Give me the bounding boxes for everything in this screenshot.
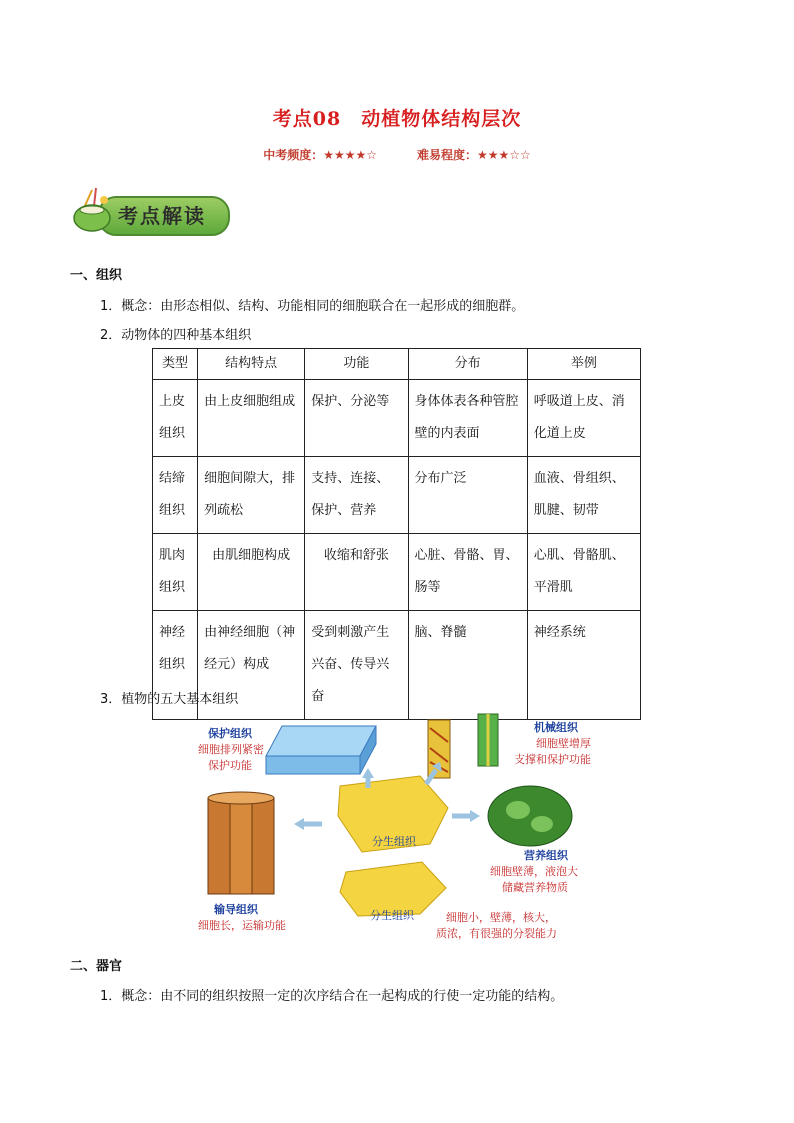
table-cell: 由上皮细胞组成 — [198, 380, 305, 457]
conducting-tissue-image — [208, 792, 274, 894]
plant-tissue-heading: 3．植物的五大基本组织 — [100, 692, 239, 707]
table-cell: 支持、连接、保护、营养 — [305, 457, 408, 534]
table-row — [153, 457, 641, 534]
table-cell: 心肌、骨骼肌、平滑肌 — [527, 534, 640, 611]
organ-concept: 1．概念：由不同的组织按照一定的次序结合在一起构成的行使一定功能的结构。 — [100, 989, 564, 1004]
table-cell: 由神经细胞（神经元）构成 — [198, 611, 305, 720]
coconut-icon — [70, 186, 116, 232]
table-cell: 保护、分泌等 — [305, 380, 408, 457]
protect-desc2: 保护功能 — [208, 759, 252, 772]
merist-desc2: 质浓，有很强的分裂能力 — [436, 927, 557, 940]
badge-label: 考点解读 — [118, 204, 206, 228]
table-cell: 身体体表各种管腔壁的内表面 — [408, 380, 527, 457]
table-header-cell: 结构特点 — [198, 349, 305, 380]
section-heading-tissue: 一、组织 — [70, 268, 123, 283]
nutri-desc2: 储藏营养物质 — [502, 881, 568, 894]
table-cell: 结缔组织 — [153, 457, 198, 534]
table-cell: 收缩和舒张 — [305, 534, 408, 611]
nutri-desc1: 细胞壁薄，液泡大 — [490, 865, 578, 878]
mech-desc1: 细胞壁增厚 — [536, 737, 591, 750]
table-cell: 血液、骨组织、肌腱、韧带 — [527, 457, 640, 534]
table-header-cell: 类型 — [153, 349, 198, 380]
nutritive-tissue-image — [488, 786, 572, 846]
table-cell: 由肌细胞构成 — [198, 534, 305, 611]
table-cell: 脑、脊髓 — [408, 611, 527, 720]
table-header-cell: 举例 — [527, 349, 640, 380]
page-title: 考点08 动植物体结构层次 — [272, 108, 522, 130]
meristem-label-upper: 分生组织 — [372, 835, 416, 848]
section-badge — [70, 180, 230, 240]
protect-desc1: 细胞排列紧密 — [198, 743, 264, 756]
table-cell: 呼吸道上皮、消化道上皮 — [527, 380, 640, 457]
table-cell: 上皮组织 — [153, 380, 198, 457]
table-header-row — [153, 349, 641, 380]
meristem-label-lower: 分生组织 — [370, 909, 414, 922]
animal-tissue-table — [152, 348, 641, 720]
rating-line — [0, 146, 794, 163]
protective-tissue-image — [266, 726, 376, 774]
conduct-desc: 细胞长，运输功能 — [198, 919, 286, 932]
table-cell: 神经组织 — [153, 611, 198, 720]
table-header-cell: 分布 — [408, 349, 527, 380]
conduct-title: 输导组织 — [214, 903, 258, 916]
table-row — [153, 534, 641, 611]
mech-title: 机械组织 — [534, 721, 578, 734]
table-cell: 受到刺激产生兴奋、传导兴奋 — [305, 611, 408, 720]
table-cell: 神经系统 — [527, 611, 640, 720]
table-cell: 肌肉组织 — [153, 534, 198, 611]
animal-tissue-heading: 2．动物体的四种基本组织 — [100, 328, 252, 343]
table-cell: 细胞间隙大，排列疏松 — [198, 457, 305, 534]
nutri-title: 营养组织 — [524, 849, 568, 862]
frequency-rating: 中考频度：★★★★☆ — [263, 148, 377, 162]
difficulty-rating: 难易程度：★★★☆☆ — [417, 148, 531, 162]
table-row — [153, 380, 641, 457]
table-cell: 心脏、骨骼、胃、肠等 — [408, 534, 527, 611]
merist-desc1: 细胞小，壁薄，核大， — [446, 911, 556, 924]
section-heading-organ: 二、器官 — [70, 959, 123, 974]
protect-title: 保护组织 — [208, 727, 252, 740]
mech-desc2: 支撑和保护功能 — [514, 753, 591, 766]
table-cell: 分布广泛 — [408, 457, 527, 534]
tissue-concept: 1．概念：由形态相似、结构、功能相同的细胞联合在一起形成的细胞群。 — [100, 299, 525, 314]
plant-tissue-figure — [190, 712, 610, 944]
table-header-cell: 功能 — [305, 349, 408, 380]
